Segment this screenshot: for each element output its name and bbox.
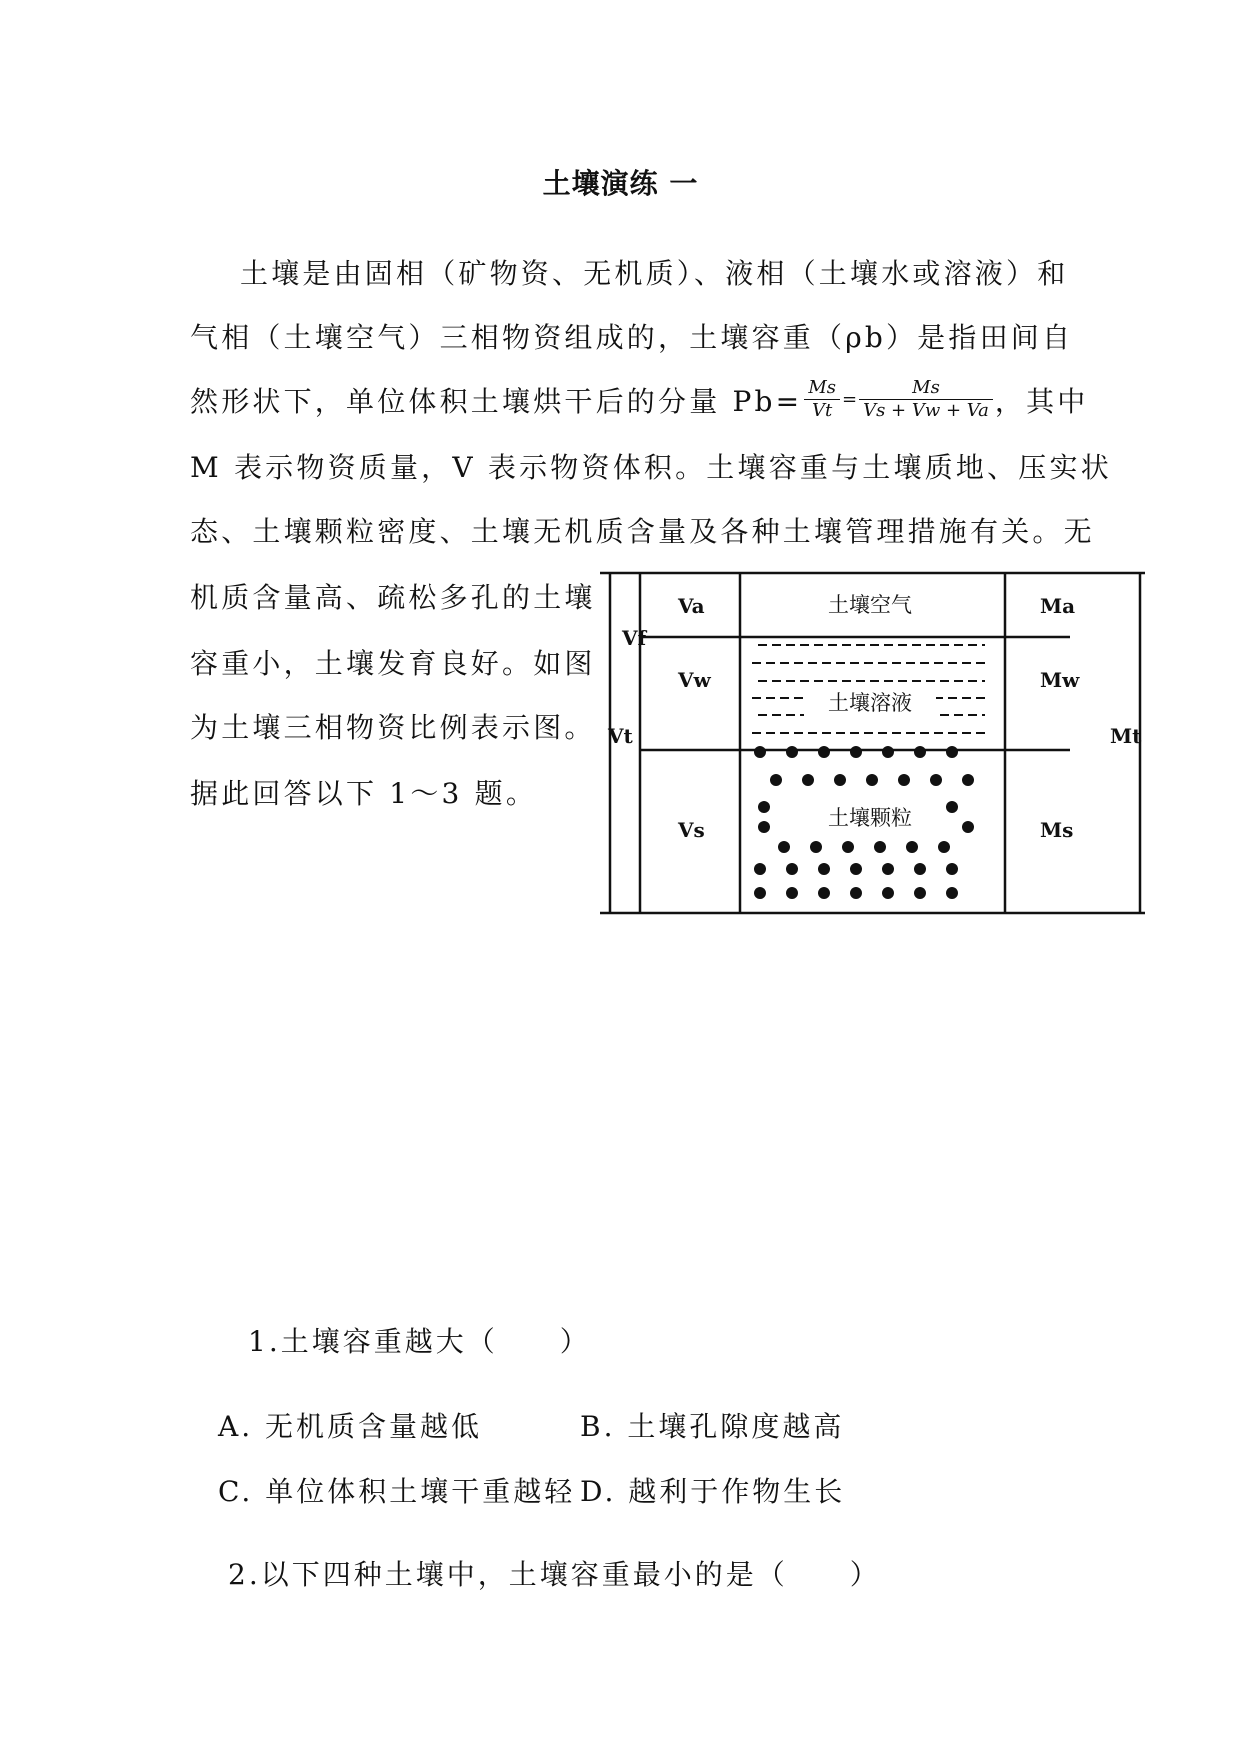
solution-label: 土壤溶液 bbox=[828, 691, 912, 715]
vt-label: Vt bbox=[608, 724, 633, 748]
fraction-denominator: Vs + Vw + Va bbox=[863, 400, 989, 421]
question-1-stem: 1.土壤容重越大（ ） bbox=[248, 1325, 591, 1358]
va-label: Va bbox=[678, 594, 705, 618]
fraction bbox=[804, 377, 840, 422]
fraction-denominator: Vt bbox=[812, 400, 833, 421]
vs-label: Vs bbox=[678, 818, 705, 842]
soil-three-phase-diagram bbox=[600, 565, 1160, 920]
page-title: 土壤演练 一 bbox=[542, 167, 699, 200]
paragraph-line-with-formula bbox=[190, 377, 1089, 426]
question-1-option-d[interactable]: D. 越利于作物生长 bbox=[580, 1475, 846, 1508]
paragraph-text: 然形状下，单位体积土壤烘干后的分量 Pb= bbox=[190, 385, 803, 418]
fraction-numerator: Ms bbox=[804, 377, 840, 400]
question-1-option-c[interactable]: C. 单位体积土壤干重越轻 bbox=[218, 1475, 576, 1508]
vw-label: Vw bbox=[678, 668, 711, 692]
paragraph-line: 态、土壤颗粒密度、土壤无机质含量及各种土壤管理措施有关。无 bbox=[190, 515, 1095, 548]
paragraph-line: 据此回答以下 1～3 题。 bbox=[190, 777, 538, 810]
question-1-option-a[interactable]: A. 无机质含量越低 bbox=[218, 1410, 483, 1443]
paragraph-line: 机质含量高、疏松多孔的土壤 bbox=[190, 581, 596, 614]
question-2-stem: 2.以下四种土壤中，土壤容重最小的是（ ） bbox=[228, 1558, 881, 1591]
paragraph-line: M 表示物资质量，V 表示物资体积。土壤容重与土壤质地、压实状 bbox=[190, 451, 1112, 484]
particle-label: 土壤颗粒 bbox=[828, 806, 912, 830]
fraction bbox=[859, 377, 993, 422]
paragraph-line: 为土壤三相物资比例表示图。 bbox=[190, 711, 596, 744]
paragraph-text: ，其中 bbox=[994, 385, 1089, 418]
question-1-option-b[interactable]: B. 土壤孔隙度越高 bbox=[580, 1410, 845, 1443]
vf-label: Vf bbox=[622, 626, 647, 650]
mt-label: Mt bbox=[1110, 724, 1142, 748]
ma-label: Ma bbox=[1040, 594, 1076, 618]
mw-label: Mw bbox=[1040, 668, 1080, 692]
ms-label: Ms bbox=[1040, 818, 1074, 842]
paragraph-line: 容重小，土壤发育良好。如图 bbox=[190, 647, 596, 680]
equals-sign: = bbox=[842, 389, 858, 410]
paragraph-line: 土壤是由固相（矿物资、无机质）、液相（土壤水或溶液）和 bbox=[240, 257, 1069, 290]
bulk-density-formula bbox=[802, 377, 995, 422]
air-label: 土壤空气 bbox=[828, 593, 912, 617]
fraction-numerator: Ms bbox=[859, 377, 993, 400]
paragraph-line: 气相（土壤空气）三相物资组成的，土壤容重（ρb）是指田间自 bbox=[190, 321, 1074, 354]
